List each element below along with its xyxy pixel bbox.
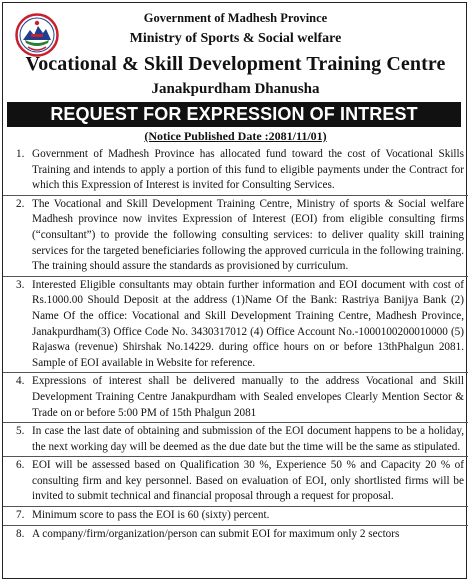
notice-page bbox=[2, 2, 467, 579]
list-item bbox=[3, 456, 468, 506]
item-text: Minimum score to pass the EOI is 60 (sixty) percent. bbox=[32, 509, 270, 522]
item-text: The Vocational and Skill Development Training Centre, Ministry of sports & Social welfare Madhesh province now invites Expression of Interest (EOI) from eligible consulting firms (“consultant”) to provide the following consulting services: to deliver quality skill training services for the targeted beneficiaries following the approved curricula in the following training. The training should assure the standards as provisioned by curriculum. bbox=[32, 197, 464, 273]
list-item bbox=[3, 372, 468, 422]
location-heading: Janakpurdham Dhanusha bbox=[151, 81, 320, 97]
item-number: 8. bbox=[16, 527, 25, 540]
item-number: 5. bbox=[16, 425, 25, 438]
item-text: Interested Eligible consultants may obtain further information and EOI document with cost of Rs.1000.00 Should Deposit at the address (1)Name Of the Bank: Rastriya Banijya Bank (2) Name Of the office: Vocational and Skill Development Training Centre, Madhesh Province, Janakpurdham(3) Office Code No. 3430317012 (4) Office Account No.-1000100200010000 (5) Rajaswa (revenue) Shirshak No.14229. during office hours on or before 13thPhalgun 2081. Sample of EOI available in Website for reference. bbox=[32, 278, 464, 369]
centre-title: Vocational & Skill Development Training Centre bbox=[25, 53, 446, 75]
item-text: Expressions of interest shall be delivered manually to the address Vocational and Skill Development Training Centre Janakpurdham with Sealed envelopes Clearly Mention Sector & Trade on or before 5:00 PM of 15th Phalgun 2081 bbox=[32, 375, 464, 419]
item-number: 2. bbox=[16, 197, 25, 210]
list-item bbox=[3, 146, 468, 195]
list-item bbox=[3, 525, 468, 544]
item-text: Government of Madhesh Province has allocated fund toward the cost of Vocational Skills Training and intends to apply a portion of this fund to eligible payments under the Contract for which this Expression of Interest is invited for Consulting Services. bbox=[32, 148, 464, 192]
list-item bbox=[3, 506, 468, 525]
item-text: EOI will be assessed based on Qualification 30 %, Experience 50 % and Capacity 20 % of consulting firm and key personnel. Based on evaluation of EOI, only shortlisted firms will be invited to submit technical and financial proposal through a request for proposal. bbox=[32, 459, 464, 503]
government-heading: Government of Madhesh Province bbox=[143, 11, 328, 25]
item-number: 3. bbox=[16, 278, 25, 291]
item-text: A company/firm/organization/person can submit EOI for maximum only 2 sectors bbox=[32, 527, 400, 540]
notice-items-list bbox=[3, 146, 468, 543]
item-number: 1. bbox=[16, 148, 25, 160]
item-number: 6. bbox=[16, 459, 25, 472]
item-text: In case the last date of obtaining and submission of the EOI document happens to be a holiday, the next working day will be deemed as the due date but the time will be the same as stipulated. bbox=[32, 425, 464, 453]
eoi-banner: REQUEST FOR EXPRESSION OF INTREST bbox=[7, 102, 461, 127]
list-item bbox=[3, 276, 468, 373]
list-item bbox=[3, 422, 468, 456]
notice-published-date: (Notice Published Date :2081/11/01) bbox=[144, 129, 327, 143]
ministry-heading: Ministry of Sports & Social welfare bbox=[129, 31, 342, 46]
item-number: 7. bbox=[16, 509, 25, 522]
list-item bbox=[3, 195, 468, 276]
item-number: 4. bbox=[16, 375, 25, 388]
